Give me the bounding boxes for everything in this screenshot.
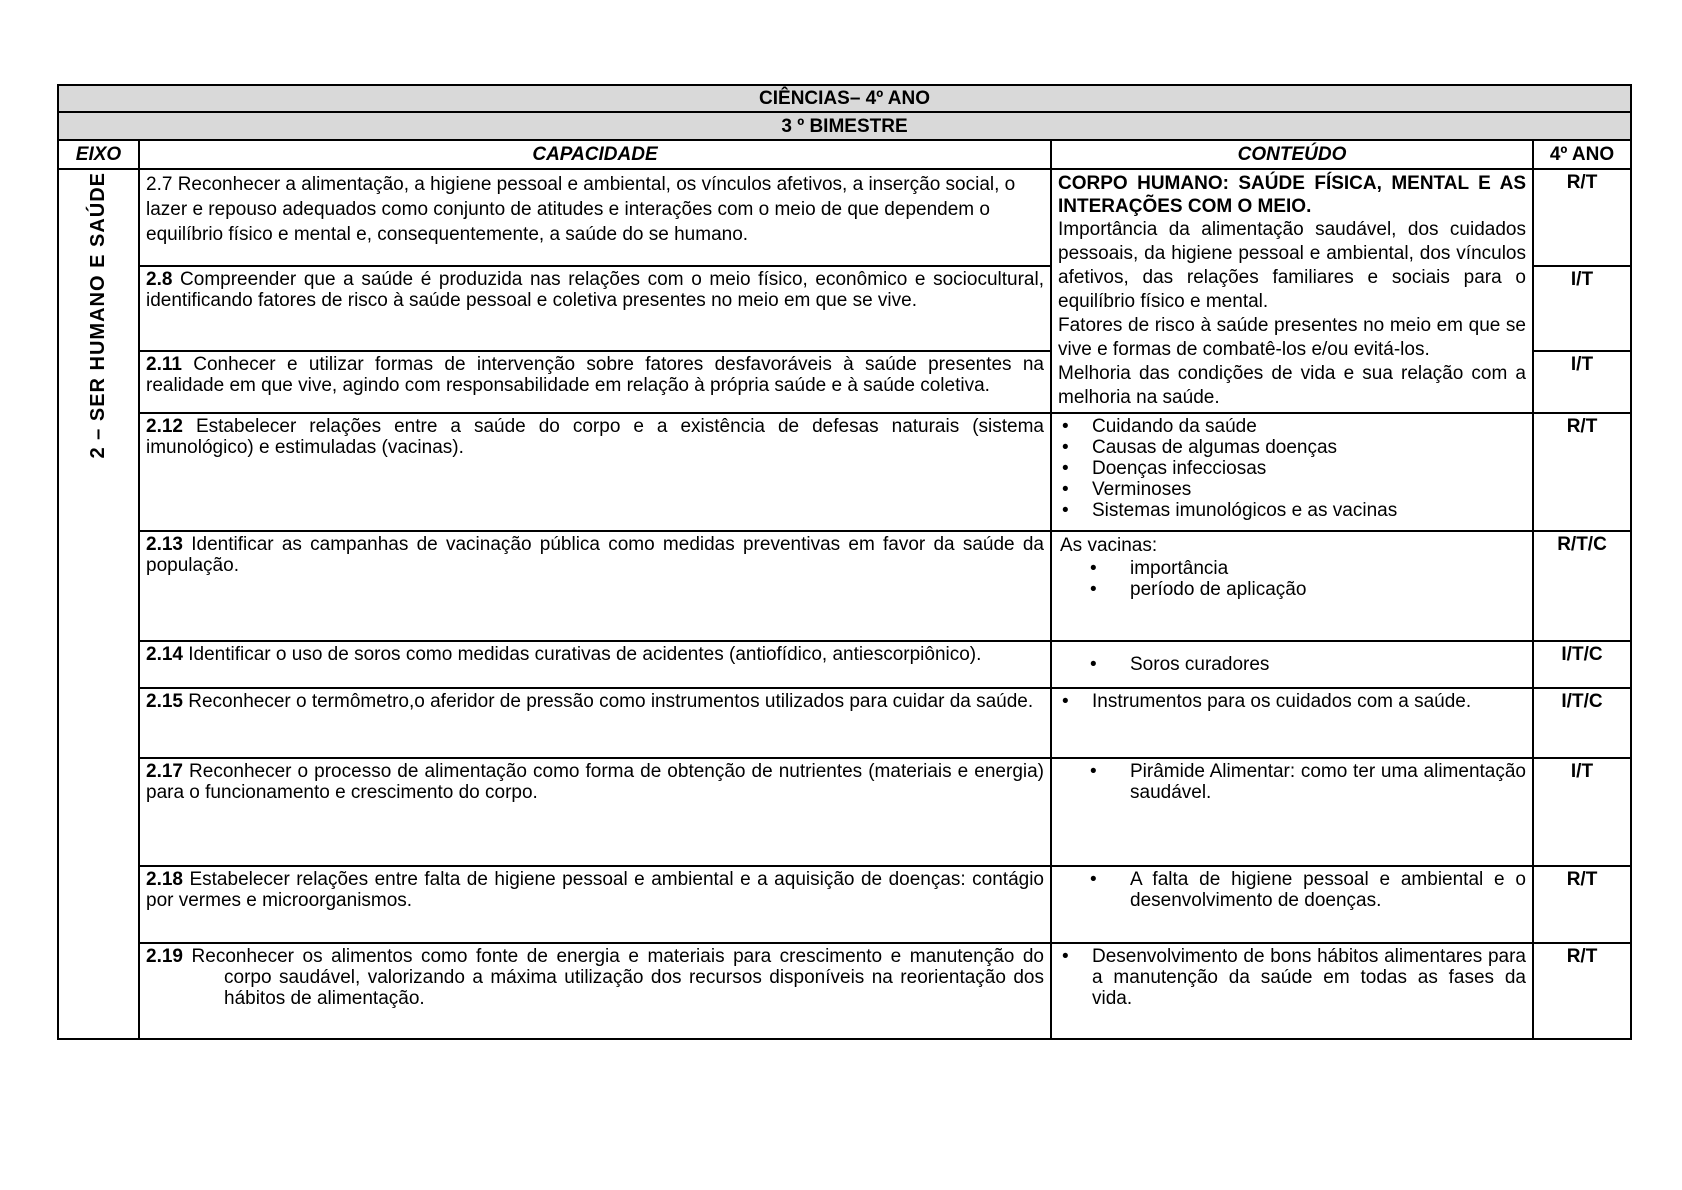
list-item: • A falta de higiene pessoal e ambiental e o desenvolvimento de doenças. (1058, 869, 1526, 911)
conteudo-paragraph: Fatores de risco à saúde presentes no meio em que se vive e formas de combatê-los e/ou evitá-los. (1058, 315, 1526, 360)
table-row (58, 531, 1631, 641)
bullet-icon: • (1062, 437, 1069, 458)
conteudo-cell-2-12 (1051, 413, 1533, 531)
curriculum-table (57, 84, 1632, 1040)
conteudo-heading: CORPO HUMANO: SAÚDE FÍSICA, MENTAL E AS INTERAÇÕES COM O MEIO. (1058, 173, 1526, 217)
list-item: • Pirâmide Alimentar: como ter uma alimentação saudável. (1058, 761, 1526, 803)
bullet-icon: • (1090, 558, 1097, 579)
ano-cell-2-15: I/T/C (1533, 688, 1631, 758)
eixo-cell (58, 169, 139, 1039)
ano-cell-2-13: R/T/C (1533, 531, 1631, 641)
list-item: • Instrumentos para os cuidados com a saúde. (1058, 691, 1526, 712)
list-item: • Sistemas imunológicos e as vacinas (1058, 500, 1526, 521)
bullet-icon: • (1090, 579, 1097, 600)
column-header-eixo: EIXO (58, 140, 139, 169)
ano-cell-2-12: R/T (1533, 413, 1631, 531)
bullet-icon: • (1090, 761, 1097, 782)
conteudo-cell-2-19 (1051, 943, 1533, 1039)
table-row (58, 641, 1631, 688)
ano-cell-2-7: R/T (1533, 169, 1631, 266)
conteudo-paragraph: Melhoria das condições de vida e sua relação com a melhoria na saúde. (1058, 363, 1526, 408)
ano-cell-2-8: I/T (1533, 266, 1631, 351)
list-item: • Soros curadores (1058, 654, 1526, 675)
capacidade-cell-2-15: 2.15 Reconhecer o termômetro,o aferidor de pressão como instrumentos utilizados para cuidar da saúde. (139, 688, 1051, 758)
conteudo-cell-2-13 (1051, 531, 1533, 641)
column-header-capacidade: CAPACIDADE (139, 140, 1051, 169)
table-row (58, 866, 1631, 943)
table-row (58, 758, 1631, 866)
conteudo-cell-2-14 (1051, 641, 1533, 688)
conteudo-cell-2-17 (1051, 758, 1533, 866)
table-row (58, 688, 1631, 758)
table-row (58, 413, 1631, 531)
bullet-icon: • (1090, 869, 1097, 890)
capacidade-cell-2-17: 2.17 Reconhecer o processo de alimentação como forma de obtenção de nutrientes (materiais e energia) para o funcionamento e crescimento do corpo. (139, 758, 1051, 866)
list-item: • Cuidando da saúde (1058, 416, 1526, 437)
list-item: • importância (1058, 558, 1526, 579)
column-header-conteudo: CONTEÚDO (1051, 140, 1533, 169)
table-row (58, 169, 1631, 266)
list-item: • Causas de algumas doenças (1058, 437, 1526, 458)
ano-cell-2-11: I/T (1533, 351, 1631, 413)
list-intro: As vacinas: (1060, 535, 1158, 556)
capacidade-cell-2-7: 2.7 Reconhecer a alimentação, a higiene pessoal e ambiental, os vínculos afetivos, a inserção social, o lazer e repouso adequados como conjunto de atitudes e interações com o meio de que dependem o equilíbrio físico e mental e, consequentemente, a saúde do se humano. (139, 169, 1051, 266)
conteudo-cell-corpo-humano (1051, 169, 1533, 413)
ano-cell-2-17: I/T (1533, 758, 1631, 866)
bullet-icon: • (1062, 500, 1069, 521)
document-title: CIÊNCIAS– 4º ANO (58, 85, 1631, 112)
column-header-ano: 4º ANO (1533, 140, 1631, 169)
list-item: • Verminoses (1058, 479, 1526, 500)
capacidade-cell-2-19: 2.19 Reconhecer os alimentos como fonte de energia e materiais para crescimento e manutenção do corpo saudável, valorizando a máxima utilização dos recursos disponíveis na reorientação dos hábitos de alimentação. (139, 943, 1051, 1039)
capacidade-cell-2-13: 2.13 Identificar as campanhas de vacinação pública como medidas preventivas em favor da saúde da população. (139, 531, 1051, 641)
conteudo-paragraph: Importância da alimentação saudável, dos cuidados pessoais, da higiene pessoal e ambiental, dos vínculos afetivos, das relações familiares e sociais para o equilíbrio físico e mental. (1058, 219, 1526, 312)
bullet-icon: • (1090, 654, 1097, 675)
bullet-icon: • (1062, 691, 1069, 712)
conteudo-cell-2-18 (1051, 866, 1533, 943)
list-item: • Desenvolvimento de bons hábitos alimentares para a manutenção da saúde em todas as fases da vida. (1058, 946, 1526, 1009)
list-item: • período de aplicação (1058, 579, 1526, 600)
list-item: • Doenças infecciosas (1058, 458, 1526, 479)
capacidade-cell-2-8: 2.8 Compreender que a saúde é produzida nas relações com o meio físico, econômico e sociocultural, identificando fatores de risco à saúde pessoal e coletiva presentes no meio em que se vive. (139, 266, 1051, 351)
capacidade-cell-2-11: 2.11 Conhecer e utilizar formas de intervenção sobre fatores desfavoráveis à saúde presentes na realidade em que vive, agindo com responsabilidade em relação à própria saúde e à saúde coletiva. (139, 351, 1051, 413)
capacidade-cell-2-14: 2.14 Identificar o uso de soros como medidas curativas de acidentes (antiofídico, antiescorpiônico). (139, 641, 1051, 688)
table-row (58, 943, 1631, 1039)
capacidade-cell-2-18: 2.18 Estabelecer relações entre falta de higiene pessoal e ambiental e a aquisição de doenças: contágio por vermes e microorganismos. (139, 866, 1051, 943)
eixo-vertical-label: 2 – SER HUMANO E SAÚDE (87, 172, 109, 459)
ano-cell-2-19: R/T (1533, 943, 1631, 1039)
bullet-icon: • (1062, 416, 1069, 437)
capacidade-cell-2-12: 2.12 Estabelecer relações entre a saúde do corpo e a existência de defesas naturais (sistema imunológico) e estimuladas (vacinas). (139, 413, 1051, 531)
ano-cell-2-18: R/T (1533, 866, 1631, 943)
bullet-icon: • (1062, 479, 1069, 500)
conteudo-cell-2-15 (1051, 688, 1533, 758)
bullet-icon: • (1062, 458, 1069, 479)
bullet-icon: • (1062, 946, 1069, 967)
document-subtitle: 3 º BIMESTRE (58, 112, 1631, 140)
ano-cell-2-14: I/T/C (1533, 641, 1631, 688)
